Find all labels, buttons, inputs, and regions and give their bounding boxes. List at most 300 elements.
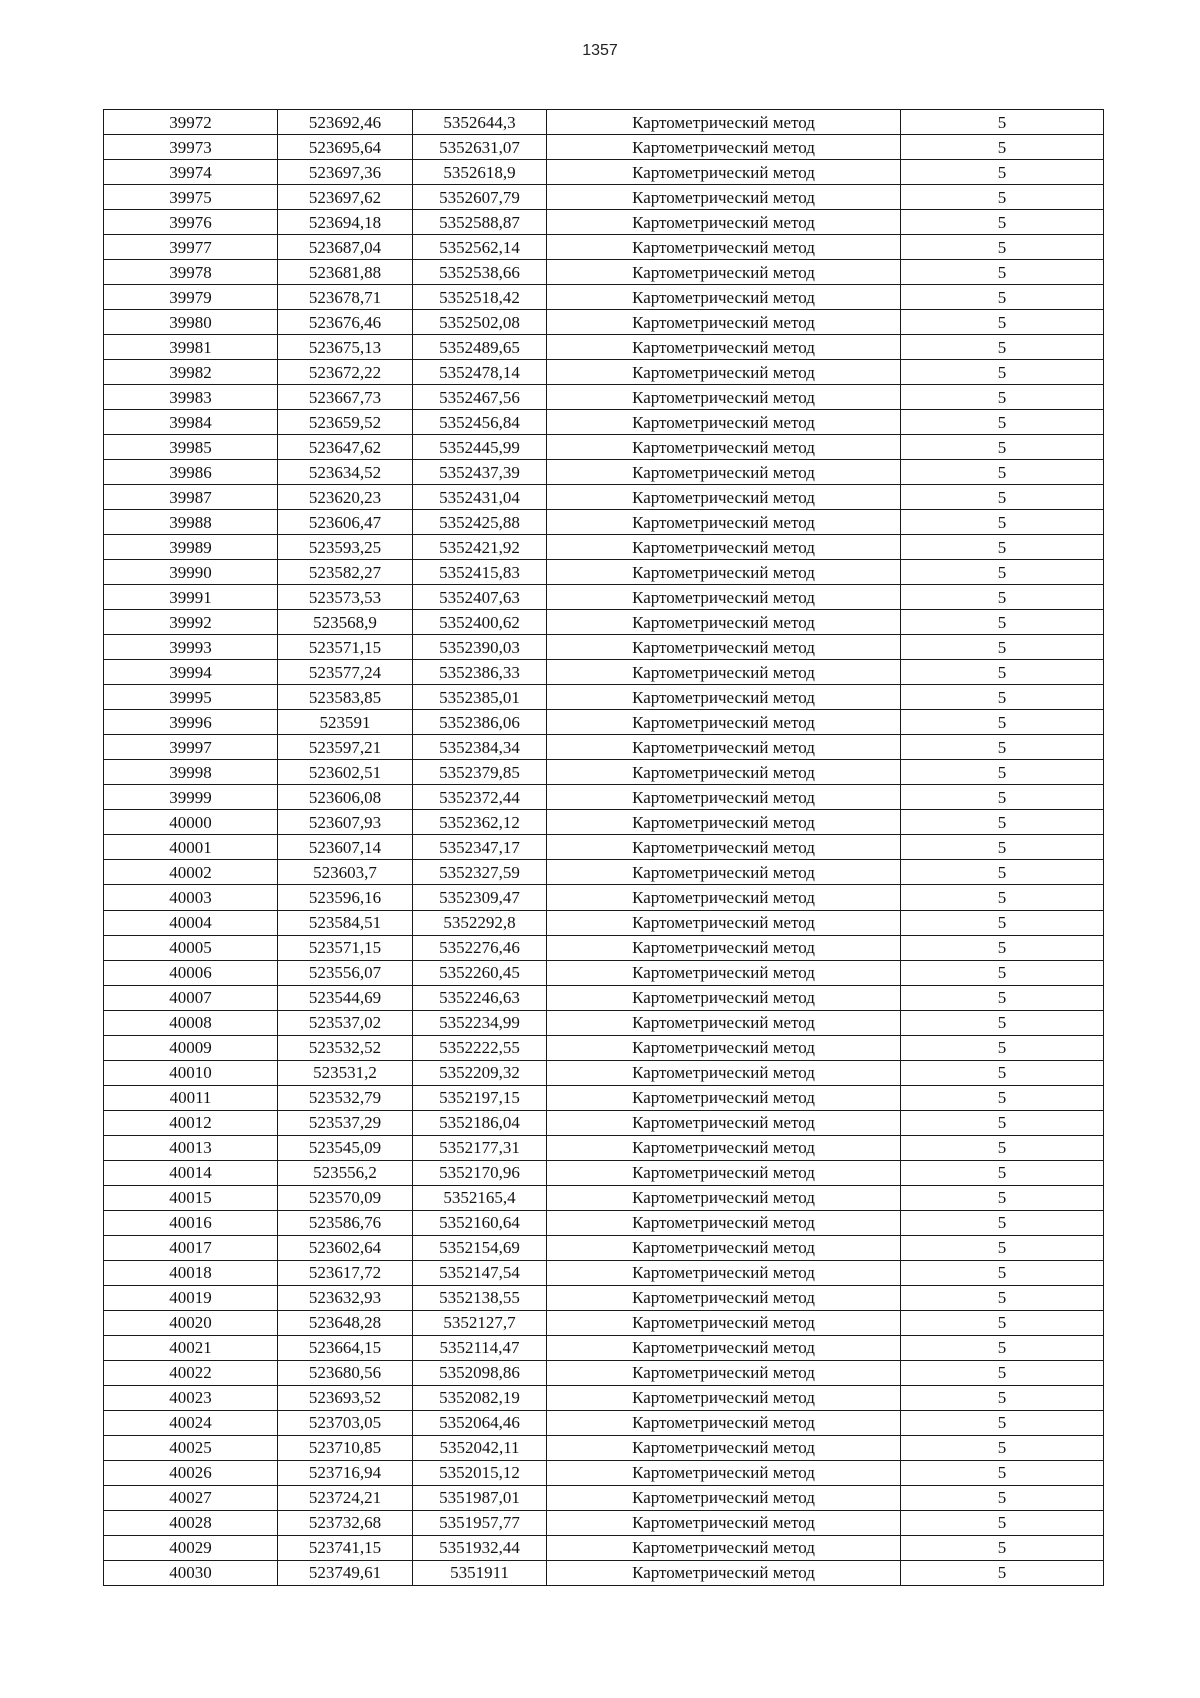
- method-cell: Картометрический метод: [547, 435, 901, 460]
- accuracy-cell: 5: [901, 860, 1104, 885]
- table-row: [104, 385, 1104, 410]
- accuracy-cell: 5: [901, 385, 1104, 410]
- method-cell: Картометрический метод: [547, 1135, 901, 1160]
- x-coordinate-cell: 523664,15: [278, 1335, 413, 1360]
- point-number-cell: 39998: [104, 760, 278, 785]
- method-cell: Картометрический метод: [547, 1035, 901, 1060]
- point-number-cell: 40000: [104, 810, 278, 835]
- y-coordinate-cell: 5352042,11: [413, 1435, 547, 1460]
- y-coordinate-cell: 5352147,54: [413, 1260, 547, 1285]
- point-number-cell: 40021: [104, 1335, 278, 1360]
- x-coordinate-cell: 523695,64: [278, 135, 413, 160]
- x-coordinate-cell: 523676,46: [278, 310, 413, 335]
- method-cell: Картометрический метод: [547, 660, 901, 685]
- accuracy-cell: 5: [901, 585, 1104, 610]
- x-coordinate-cell: 523582,27: [278, 560, 413, 585]
- x-coordinate-cell: 523586,76: [278, 1210, 413, 1235]
- x-coordinate-cell: 523537,29: [278, 1110, 413, 1135]
- y-coordinate-cell: 5352437,39: [413, 460, 547, 485]
- x-coordinate-cell: 523620,23: [278, 485, 413, 510]
- table-row: [104, 910, 1104, 935]
- point-number-cell: 39997: [104, 735, 278, 760]
- point-number-cell: 40015: [104, 1185, 278, 1210]
- method-cell: Картометрический метод: [547, 1410, 901, 1435]
- accuracy-cell: 5: [901, 560, 1104, 585]
- point-number-cell: 40006: [104, 960, 278, 985]
- method-cell: Картометрический метод: [547, 685, 901, 710]
- point-number-cell: 40001: [104, 835, 278, 860]
- table-row: [104, 985, 1104, 1010]
- table-row: [104, 1310, 1104, 1335]
- x-coordinate-cell: 523687,04: [278, 235, 413, 260]
- method-cell: Картометрический метод: [547, 635, 901, 660]
- table-row: [104, 660, 1104, 685]
- method-cell: Картометрический метод: [547, 485, 901, 510]
- accuracy-cell: 5: [901, 1435, 1104, 1460]
- point-number-cell: 39980: [104, 310, 278, 335]
- accuracy-cell: 5: [901, 1035, 1104, 1060]
- table-row: [104, 1110, 1104, 1135]
- x-coordinate-cell: 523531,2: [278, 1060, 413, 1085]
- point-number-cell: 40029: [104, 1535, 278, 1560]
- accuracy-cell: 5: [901, 510, 1104, 535]
- method-cell: Картометрический метод: [547, 1185, 901, 1210]
- accuracy-cell: 5: [901, 635, 1104, 660]
- accuracy-cell: 5: [901, 660, 1104, 685]
- point-number-cell: 39984: [104, 410, 278, 435]
- point-number-cell: 40019: [104, 1285, 278, 1310]
- table-row: [104, 485, 1104, 510]
- table-row: [104, 1010, 1104, 1035]
- y-coordinate-cell: 5352154,69: [413, 1235, 547, 1260]
- point-number-cell: 39989: [104, 535, 278, 560]
- point-number-cell: 39990: [104, 560, 278, 585]
- method-cell: Картометрический метод: [547, 735, 901, 760]
- table-row: [104, 285, 1104, 310]
- x-coordinate-cell: 523602,64: [278, 1235, 413, 1260]
- x-coordinate-cell: 523749,61: [278, 1560, 413, 1585]
- x-coordinate-cell: 523672,22: [278, 360, 413, 385]
- x-coordinate-cell: 523537,02: [278, 1010, 413, 1035]
- accuracy-cell: 5: [901, 360, 1104, 385]
- point-number-cell: 39987: [104, 485, 278, 510]
- point-number-cell: 40004: [104, 910, 278, 935]
- accuracy-cell: 5: [901, 260, 1104, 285]
- point-number-cell: 39999: [104, 785, 278, 810]
- accuracy-cell: 5: [901, 235, 1104, 260]
- method-cell: Картометрический метод: [547, 1110, 901, 1135]
- method-cell: Картометрический метод: [547, 410, 901, 435]
- table-row: [104, 1460, 1104, 1485]
- coordinates-table-body: [104, 110, 1104, 1586]
- accuracy-cell: 5: [901, 735, 1104, 760]
- point-number-cell: 39986: [104, 460, 278, 485]
- point-number-cell: 40023: [104, 1385, 278, 1410]
- accuracy-cell: 5: [901, 435, 1104, 460]
- y-coordinate-cell: 5352246,63: [413, 985, 547, 1010]
- point-number-cell: 40008: [104, 1010, 278, 1035]
- table-row: [104, 685, 1104, 710]
- accuracy-cell: 5: [901, 1085, 1104, 1110]
- accuracy-cell: 5: [901, 1460, 1104, 1485]
- accuracy-cell: 5: [901, 310, 1104, 335]
- y-coordinate-cell: 5352114,47: [413, 1335, 547, 1360]
- x-coordinate-cell: 523607,14: [278, 835, 413, 860]
- x-coordinate-cell: 523573,53: [278, 585, 413, 610]
- method-cell: Картометрический метод: [547, 335, 901, 360]
- x-coordinate-cell: 523603,7: [278, 860, 413, 885]
- x-coordinate-cell: 523703,05: [278, 1410, 413, 1435]
- accuracy-cell: 5: [901, 285, 1104, 310]
- table-row: [104, 1135, 1104, 1160]
- table-row: [104, 210, 1104, 235]
- x-coordinate-cell: 523697,36: [278, 160, 413, 185]
- x-coordinate-cell: 523724,21: [278, 1485, 413, 1510]
- x-coordinate-cell: 523697,62: [278, 185, 413, 210]
- y-coordinate-cell: 5352607,79: [413, 185, 547, 210]
- point-number-cell: 40026: [104, 1460, 278, 1485]
- y-coordinate-cell: 5352276,46: [413, 935, 547, 960]
- method-cell: Картометрический метод: [547, 310, 901, 335]
- point-number-cell: 40030: [104, 1560, 278, 1585]
- accuracy-cell: 5: [901, 1410, 1104, 1435]
- table-row: [104, 1510, 1104, 1535]
- table-row: [104, 610, 1104, 635]
- table-row: [104, 885, 1104, 910]
- method-cell: Картометрический метод: [547, 1485, 901, 1510]
- y-coordinate-cell: 5351987,01: [413, 1485, 547, 1510]
- table-row: [104, 1260, 1104, 1285]
- accuracy-cell: 5: [901, 1560, 1104, 1585]
- point-number-cell: 39992: [104, 610, 278, 635]
- method-cell: Картометрический метод: [547, 1310, 901, 1335]
- x-coordinate-cell: 523647,62: [278, 435, 413, 460]
- x-coordinate-cell: 523583,85: [278, 685, 413, 710]
- y-coordinate-cell: 5352390,03: [413, 635, 547, 660]
- y-coordinate-cell: 5352467,56: [413, 385, 547, 410]
- point-number-cell: 40017: [104, 1235, 278, 1260]
- x-coordinate-cell: 523556,2: [278, 1160, 413, 1185]
- table-row: [104, 185, 1104, 210]
- x-coordinate-cell: 523571,15: [278, 635, 413, 660]
- x-coordinate-cell: 523634,52: [278, 460, 413, 485]
- y-coordinate-cell: 5352292,8: [413, 910, 547, 935]
- y-coordinate-cell: 5352386,06: [413, 710, 547, 735]
- point-number-cell: 40002: [104, 860, 278, 885]
- method-cell: Картометрический метод: [547, 985, 901, 1010]
- accuracy-cell: 5: [901, 610, 1104, 635]
- x-coordinate-cell: 523659,52: [278, 410, 413, 435]
- point-number-cell: 40003: [104, 885, 278, 910]
- method-cell: Картометрический метод: [547, 510, 901, 535]
- accuracy-cell: 5: [901, 1385, 1104, 1410]
- table-row: [104, 1185, 1104, 1210]
- y-coordinate-cell: 5352138,55: [413, 1285, 547, 1310]
- point-number-cell: 40012: [104, 1110, 278, 1135]
- accuracy-cell: 5: [901, 135, 1104, 160]
- point-number-cell: 39994: [104, 660, 278, 685]
- method-cell: Картометрический метод: [547, 1210, 901, 1235]
- accuracy-cell: 5: [901, 810, 1104, 835]
- y-coordinate-cell: 5352098,86: [413, 1360, 547, 1385]
- table-row: [104, 1210, 1104, 1235]
- x-coordinate-cell: 523732,68: [278, 1510, 413, 1535]
- y-coordinate-cell: 5352170,96: [413, 1160, 547, 1185]
- method-cell: Картометрический метод: [547, 260, 901, 285]
- method-cell: Картометрический метод: [547, 1460, 901, 1485]
- method-cell: Картометрический метод: [547, 1010, 901, 1035]
- method-cell: Картометрический метод: [547, 885, 901, 910]
- y-coordinate-cell: 5352588,87: [413, 210, 547, 235]
- table-row: [104, 410, 1104, 435]
- accuracy-cell: 5: [901, 335, 1104, 360]
- point-number-cell: 39991: [104, 585, 278, 610]
- point-number-cell: 39974: [104, 160, 278, 185]
- accuracy-cell: 5: [901, 1210, 1104, 1235]
- point-number-cell: 39981: [104, 335, 278, 360]
- table-row: [104, 310, 1104, 335]
- method-cell: Картометрический метод: [547, 185, 901, 210]
- y-coordinate-cell: 5352064,46: [413, 1410, 547, 1435]
- table-row: [104, 1335, 1104, 1360]
- method-cell: Картометрический метод: [547, 235, 901, 260]
- accuracy-cell: 5: [901, 485, 1104, 510]
- method-cell: Картометрический метод: [547, 1435, 901, 1460]
- y-coordinate-cell: 5352362,12: [413, 810, 547, 835]
- y-coordinate-cell: 5352222,55: [413, 1035, 547, 1060]
- accuracy-cell: 5: [901, 1110, 1104, 1135]
- table-row: [104, 1485, 1104, 1510]
- x-coordinate-cell: 523617,72: [278, 1260, 413, 1285]
- x-coordinate-cell: 523602,51: [278, 760, 413, 785]
- method-cell: Картометрический метод: [547, 585, 901, 610]
- x-coordinate-cell: 523545,09: [278, 1135, 413, 1160]
- point-number-cell: 39975: [104, 185, 278, 210]
- accuracy-cell: 5: [901, 1135, 1104, 1160]
- accuracy-cell: 5: [901, 835, 1104, 860]
- method-cell: Картометрический метод: [547, 910, 901, 935]
- method-cell: Картометрический метод: [547, 810, 901, 835]
- x-coordinate-cell: 523606,47: [278, 510, 413, 535]
- x-coordinate-cell: 523716,94: [278, 1460, 413, 1485]
- method-cell: Картометрический метод: [547, 860, 901, 885]
- method-cell: Картометрический метод: [547, 760, 901, 785]
- method-cell: Картометрический метод: [547, 360, 901, 385]
- table-row: [104, 1035, 1104, 1060]
- accuracy-cell: 5: [901, 710, 1104, 735]
- table-row: [104, 935, 1104, 960]
- point-number-cell: 40027: [104, 1485, 278, 1510]
- point-number-cell: 40016: [104, 1210, 278, 1235]
- y-coordinate-cell: 5352385,01: [413, 685, 547, 710]
- accuracy-cell: 5: [901, 210, 1104, 235]
- point-number-cell: 39985: [104, 435, 278, 460]
- accuracy-cell: 5: [901, 760, 1104, 785]
- point-number-cell: 40005: [104, 935, 278, 960]
- method-cell: Картометрический метод: [547, 960, 901, 985]
- y-coordinate-cell: 5352618,9: [413, 160, 547, 185]
- x-coordinate-cell: 523710,85: [278, 1435, 413, 1460]
- x-coordinate-cell: 523678,71: [278, 285, 413, 310]
- method-cell: Картометрический метод: [547, 560, 901, 585]
- table-row: [104, 810, 1104, 835]
- y-coordinate-cell: 5351957,77: [413, 1510, 547, 1535]
- point-number-cell: 39983: [104, 385, 278, 410]
- method-cell: Картометрический метод: [547, 1360, 901, 1385]
- x-coordinate-cell: 523532,79: [278, 1085, 413, 1110]
- method-cell: Картометрический метод: [547, 1060, 901, 1085]
- method-cell: Картометрический метод: [547, 1160, 901, 1185]
- x-coordinate-cell: 523741,15: [278, 1535, 413, 1560]
- point-number-cell: 39978: [104, 260, 278, 285]
- table-row: [104, 1410, 1104, 1435]
- accuracy-cell: 5: [901, 935, 1104, 960]
- table-row: [104, 110, 1104, 135]
- y-coordinate-cell: 5352644,3: [413, 110, 547, 135]
- method-cell: Картометрический метод: [547, 1260, 901, 1285]
- y-coordinate-cell: 5352186,04: [413, 1110, 547, 1135]
- accuracy-cell: 5: [901, 460, 1104, 485]
- y-coordinate-cell: 5352177,31: [413, 1135, 547, 1160]
- accuracy-cell: 5: [901, 985, 1104, 1010]
- x-coordinate-cell: 523568,9: [278, 610, 413, 635]
- method-cell: Картометрический метод: [547, 1535, 901, 1560]
- method-cell: Картометрический метод: [547, 535, 901, 560]
- y-coordinate-cell: 5352431,04: [413, 485, 547, 510]
- accuracy-cell: 5: [901, 1160, 1104, 1185]
- accuracy-cell: 5: [901, 910, 1104, 935]
- table-row: [104, 260, 1104, 285]
- method-cell: Картометрический метод: [547, 285, 901, 310]
- table-row: [104, 635, 1104, 660]
- point-number-cell: 39988: [104, 510, 278, 535]
- y-coordinate-cell: 5352421,92: [413, 535, 547, 560]
- x-coordinate-cell: 523648,28: [278, 1310, 413, 1335]
- point-number-cell: 39977: [104, 235, 278, 260]
- y-coordinate-cell: 5352327,59: [413, 860, 547, 885]
- y-coordinate-cell: 5352502,08: [413, 310, 547, 335]
- y-coordinate-cell: 5352445,99: [413, 435, 547, 460]
- table-row: [104, 960, 1104, 985]
- table-row: [104, 1360, 1104, 1385]
- y-coordinate-cell: 5352160,64: [413, 1210, 547, 1235]
- x-coordinate-cell: 523692,46: [278, 110, 413, 135]
- table-row: [104, 1085, 1104, 1110]
- x-coordinate-cell: 523532,52: [278, 1035, 413, 1060]
- point-number-cell: 40025: [104, 1435, 278, 1460]
- accuracy-cell: 5: [901, 160, 1104, 185]
- method-cell: Картометрический метод: [547, 1285, 901, 1310]
- accuracy-cell: 5: [901, 960, 1104, 985]
- y-coordinate-cell: 5352209,32: [413, 1060, 547, 1085]
- x-coordinate-cell: 523556,07: [278, 960, 413, 985]
- table-row: [104, 160, 1104, 185]
- method-cell: Картометрический метод: [547, 785, 901, 810]
- y-coordinate-cell: 5352562,14: [413, 235, 547, 260]
- x-coordinate-cell: 523570,09: [278, 1185, 413, 1210]
- y-coordinate-cell: 5352379,85: [413, 760, 547, 785]
- accuracy-cell: 5: [901, 185, 1104, 210]
- x-coordinate-cell: 523694,18: [278, 210, 413, 235]
- x-coordinate-cell: 523667,73: [278, 385, 413, 410]
- accuracy-cell: 5: [901, 110, 1104, 135]
- y-coordinate-cell: 5352489,65: [413, 335, 547, 360]
- method-cell: Картометрический метод: [547, 110, 901, 135]
- accuracy-cell: 5: [901, 685, 1104, 710]
- x-coordinate-cell: 523597,21: [278, 735, 413, 760]
- method-cell: Картометрический метод: [547, 160, 901, 185]
- x-coordinate-cell: 523675,13: [278, 335, 413, 360]
- y-coordinate-cell: 5352425,88: [413, 510, 547, 535]
- method-cell: Картометрический метод: [547, 835, 901, 860]
- accuracy-cell: 5: [901, 1310, 1104, 1335]
- point-number-cell: 40018: [104, 1260, 278, 1285]
- y-coordinate-cell: 5352631,07: [413, 135, 547, 160]
- method-cell: Картометрический метод: [547, 460, 901, 485]
- table-row: [104, 335, 1104, 360]
- point-number-cell: 39995: [104, 685, 278, 710]
- table-row: [104, 235, 1104, 260]
- point-number-cell: 39973: [104, 135, 278, 160]
- y-coordinate-cell: 5352347,17: [413, 835, 547, 860]
- method-cell: Картометрический метод: [547, 1510, 901, 1535]
- accuracy-cell: 5: [901, 1335, 1104, 1360]
- accuracy-cell: 5: [901, 1360, 1104, 1385]
- y-coordinate-cell: 5352538,66: [413, 260, 547, 285]
- x-coordinate-cell: 523681,88: [278, 260, 413, 285]
- table-row: [104, 1235, 1104, 1260]
- point-number-cell: 40024: [104, 1410, 278, 1435]
- table-row: [104, 785, 1104, 810]
- table-row: [104, 1435, 1104, 1460]
- y-coordinate-cell: 5352478,14: [413, 360, 547, 385]
- table-row: [104, 585, 1104, 610]
- point-number-cell: 40009: [104, 1035, 278, 1060]
- point-number-cell: 39982: [104, 360, 278, 385]
- y-coordinate-cell: 5352309,47: [413, 885, 547, 910]
- x-coordinate-cell: 523544,69: [278, 985, 413, 1010]
- accuracy-cell: 5: [901, 1485, 1104, 1510]
- y-coordinate-cell: 5352165,4: [413, 1185, 547, 1210]
- y-coordinate-cell: 5352372,44: [413, 785, 547, 810]
- method-cell: Картометрический метод: [547, 1085, 901, 1110]
- y-coordinate-cell: 5351911: [413, 1560, 547, 1585]
- x-coordinate-cell: 523693,52: [278, 1385, 413, 1410]
- y-coordinate-cell: 5352260,45: [413, 960, 547, 985]
- table-row: [104, 735, 1104, 760]
- table-row: [104, 710, 1104, 735]
- method-cell: Картометрический метод: [547, 1335, 901, 1360]
- table-row: [104, 360, 1104, 385]
- table-row: [104, 460, 1104, 485]
- point-number-cell: 40020: [104, 1310, 278, 1335]
- page-number: 1357: [582, 42, 618, 59]
- table-row: [104, 1535, 1104, 1560]
- point-number-cell: 40013: [104, 1135, 278, 1160]
- method-cell: Картометрический метод: [547, 210, 901, 235]
- method-cell: Картометрический метод: [547, 135, 901, 160]
- point-number-cell: 40007: [104, 985, 278, 1010]
- point-number-cell: 40011: [104, 1085, 278, 1110]
- x-coordinate-cell: 523632,93: [278, 1285, 413, 1310]
- accuracy-cell: 5: [901, 1535, 1104, 1560]
- y-coordinate-cell: 5352386,33: [413, 660, 547, 685]
- y-coordinate-cell: 5352384,34: [413, 735, 547, 760]
- method-cell: Картометрический метод: [547, 1560, 901, 1585]
- x-coordinate-cell: 523591: [278, 710, 413, 735]
- x-coordinate-cell: 523596,16: [278, 885, 413, 910]
- table-row: [104, 135, 1104, 160]
